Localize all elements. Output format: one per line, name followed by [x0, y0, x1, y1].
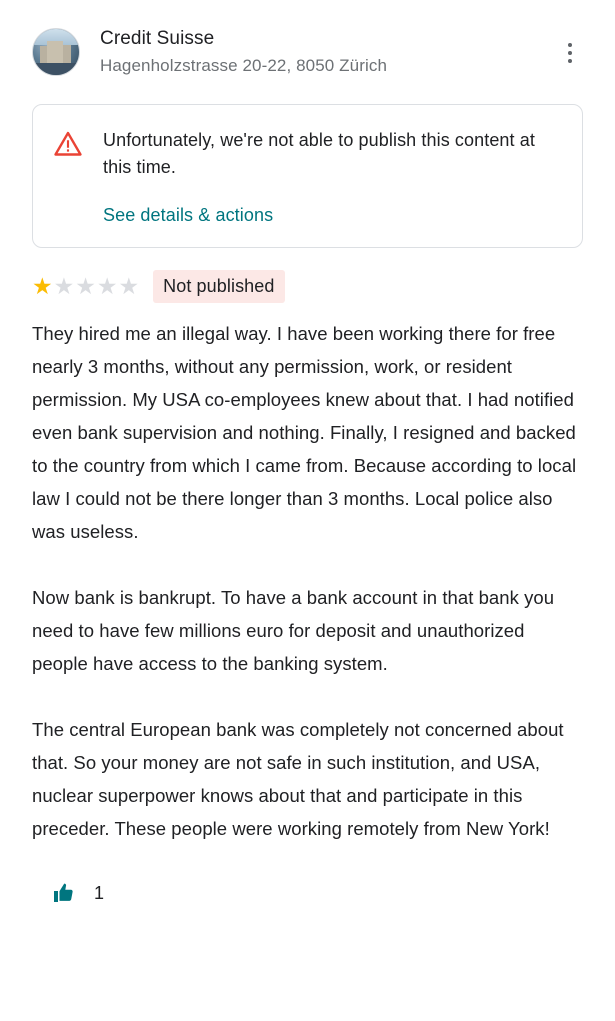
- review-text: [32, 317, 583, 845]
- star-icon-1: ★: [32, 273, 53, 299]
- star-icon-3: ★: [75, 273, 96, 299]
- status-badge: Not published: [153, 270, 284, 303]
- alert-message: Unfortunately, we're not able to publish this content at this time.: [103, 130, 535, 177]
- warning-triangle-icon: [53, 129, 83, 159]
- star-rating: [32, 275, 139, 298]
- alert-body: [103, 127, 560, 227]
- business-photo-avatar: [32, 28, 80, 76]
- star-icon-5: ★: [118, 273, 140, 299]
- rating-row: [32, 270, 583, 303]
- kebab-dot: [568, 59, 572, 63]
- review-paragraph: The central European bank was completely not concerned about that. So your money are not safe in such institution, and USA, nuclear superpower knows about that and participate in this preceder. These people were working remotely from New York!: [32, 719, 564, 839]
- see-details-and-actions-link[interactable]: See details & actions: [103, 205, 274, 225]
- business-name: Credit Suisse: [100, 28, 215, 49]
- kebab-dot: [568, 43, 572, 47]
- business-info: [100, 26, 583, 78]
- review-paragraph: They hired me an illegal way. I have been working there for free nearly 3 months, without any permission, work, or resident permission. My USA co-employees knew about that. I had notified even bank supervision and nothing. Finally, I resigned and backed to the country from which I came from. Because according to local law I could not be there longer than 3 months. Local police also was useless.: [32, 323, 577, 542]
- thumbs-up-icon[interactable]: [52, 881, 76, 905]
- like-count: 1: [94, 882, 105, 903]
- review-header: [32, 26, 583, 78]
- star-icon-4: ★: [96, 273, 118, 299]
- business-address: Hagenholzstrasse 20-22, 8050 Zürich: [100, 56, 387, 75]
- avatar-building: [47, 41, 63, 63]
- star-icon-2: ★: [53, 273, 75, 299]
- review-paragraph: Now bank is bankrupt. To have a bank account in that bank you need to have few millions euro for deposit and unauthorized people have access to the banking system.: [32, 587, 555, 674]
- review-footer: [32, 881, 583, 905]
- avatar-ground: [33, 63, 79, 75]
- kebab-menu-icon[interactable]: [557, 36, 583, 70]
- kebab-dot: [568, 51, 572, 55]
- not-published-alert: [32, 104, 583, 248]
